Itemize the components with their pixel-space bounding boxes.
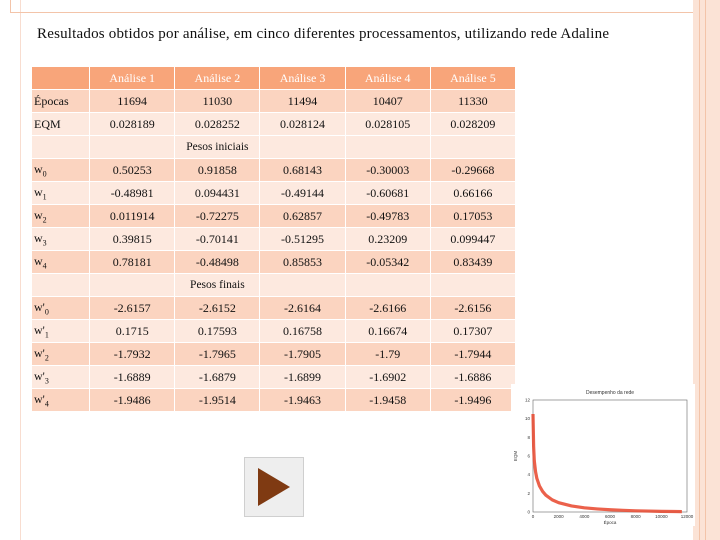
final-weights-section <box>32 274 515 296</box>
weight-index: 4 <box>44 399 49 409</box>
column-header-analise-2: Análise 2 <box>175 67 259 89</box>
value-cell: -0.49144 <box>260 182 344 204</box>
column-header-analise-5: Análise 5 <box>431 67 515 89</box>
weight-row <box>32 182 515 204</box>
summary-row <box>32 90 515 112</box>
value-cell: -0.49783 <box>346 205 430 227</box>
weight-symbol: w <box>34 230 43 245</box>
section-title: Pesos finais <box>175 274 259 296</box>
column-header-analise-3: Análise 3 <box>260 67 344 89</box>
weight-label <box>32 228 89 250</box>
value-cell: -1.6902 <box>346 366 430 388</box>
section-empty-cell <box>260 274 344 296</box>
section-empty-cell <box>90 136 174 158</box>
weight-row <box>32 228 515 250</box>
y-tick-label: 10 <box>524 416 530 422</box>
weight-label <box>32 205 89 227</box>
weight-label <box>32 251 89 273</box>
value-cell: 0.028189 <box>90 113 174 135</box>
x-tick-label: 2000 <box>553 514 564 519</box>
weight-row <box>32 251 515 273</box>
weight-index: 1 <box>44 330 49 340</box>
weight-label <box>32 343 89 365</box>
value-cell: -2.6164 <box>260 297 344 319</box>
weight-index: 1 <box>42 192 47 202</box>
value-cell: 0.17053 <box>431 205 515 227</box>
section-empty-cell <box>346 274 430 296</box>
x-tick-label: 4000 <box>579 514 590 519</box>
value-cell: 11330 <box>431 90 515 112</box>
value-cell: -0.72275 <box>175 205 259 227</box>
value-cell: 11494 <box>260 90 344 112</box>
weight-symbol: w' <box>34 368 45 383</box>
weight-symbol: w <box>34 207 43 222</box>
weight-row <box>32 205 515 227</box>
value-cell: -1.9496 <box>431 389 515 411</box>
value-cell: 0.85853 <box>260 251 344 273</box>
value-cell: -1.9486 <box>90 389 174 411</box>
value-cell: -1.9463 <box>260 389 344 411</box>
value-cell: 0.16758 <box>260 320 344 342</box>
value-cell: -0.48981 <box>90 182 174 204</box>
y-tick-label: 6 <box>527 453 530 459</box>
weight-label <box>32 182 89 204</box>
y-tick-label: 0 <box>527 509 530 515</box>
value-cell: -0.70141 <box>175 228 259 250</box>
value-cell: 0.028105 <box>346 113 430 135</box>
value-cell: -2.6166 <box>346 297 430 319</box>
weight-symbol: w' <box>34 299 45 314</box>
weight-index: 0 <box>42 169 47 179</box>
weight-index: 0 <box>44 307 49 317</box>
weight-index: 2 <box>44 353 49 363</box>
value-cell: 0.17593 <box>175 320 259 342</box>
band-line <box>699 0 700 540</box>
value-cell: 11694 <box>90 90 174 112</box>
weight-index: 3 <box>44 376 49 386</box>
weight-symbol: w' <box>34 322 45 337</box>
weight-label <box>32 320 89 342</box>
error-chart <box>511 384 695 526</box>
value-cell: -1.79 <box>346 343 430 365</box>
section-title: Pesos iniciais <box>175 136 259 158</box>
weight-symbol: w <box>34 253 43 268</box>
value-cell: -1.6886 <box>431 366 515 388</box>
value-cell: -0.05342 <box>346 251 430 273</box>
x-tick-label: 12000 <box>680 514 694 519</box>
weight-label <box>32 159 89 181</box>
value-cell: 0.68143 <box>260 159 344 181</box>
results-table <box>31 66 516 412</box>
value-cell: 0.23209 <box>346 228 430 250</box>
x-axis-label: Época <box>603 520 617 525</box>
section-empty-cell <box>32 274 89 296</box>
weight-index: 2 <box>42 215 47 225</box>
slide-right-band <box>693 0 720 540</box>
y-axis-label: EQM <box>513 450 518 462</box>
weight-label <box>32 366 89 388</box>
value-cell: 0.028124 <box>260 113 344 135</box>
value-cell: -0.48498 <box>175 251 259 273</box>
weight-index: 3 <box>42 238 47 248</box>
value-cell: 0.094431 <box>175 182 259 204</box>
slide-left-border <box>10 0 21 540</box>
play-icon <box>254 466 294 508</box>
section-empty-cell <box>32 136 89 158</box>
weight-row <box>32 343 515 365</box>
value-cell: 0.011914 <box>90 205 174 227</box>
value-cell: -1.7944 <box>431 343 515 365</box>
value-cell: 10407 <box>346 90 430 112</box>
chart-background <box>511 384 695 526</box>
value-cell: 0.1715 <box>90 320 174 342</box>
value-cell: -1.9458 <box>346 389 430 411</box>
value-cell: -0.30003 <box>346 159 430 181</box>
value-cell: -1.6879 <box>175 366 259 388</box>
y-tick-label: 2 <box>527 490 530 496</box>
summary-row <box>32 113 515 135</box>
value-cell: -1.6899 <box>260 366 344 388</box>
band-line <box>705 0 706 540</box>
table-header-row <box>32 67 515 89</box>
value-cell: -1.9514 <box>175 389 259 411</box>
section-empty-cell <box>260 136 344 158</box>
weight-label <box>32 297 89 319</box>
x-tick-label: 0 <box>531 514 535 519</box>
value-cell: 0.39815 <box>90 228 174 250</box>
initial-weights-section <box>32 136 515 158</box>
value-cell: 11030 <box>175 90 259 112</box>
value-cell: -2.6156 <box>431 297 515 319</box>
value-cell: 0.62857 <box>260 205 344 227</box>
weight-symbol: w <box>34 161 43 176</box>
weight-row <box>32 297 515 319</box>
y-tick-label: 8 <box>527 434 530 440</box>
section-empty-cell <box>431 136 515 158</box>
weight-symbol: w' <box>34 345 45 360</box>
value-cell: 0.91858 <box>175 159 259 181</box>
weight-row <box>32 320 515 342</box>
x-tick-label: 10000 <box>655 514 668 519</box>
value-cell: 0.78181 <box>90 251 174 273</box>
section-empty-cell <box>346 136 430 158</box>
column-header-analise-1: Análise 1 <box>90 67 174 89</box>
weight-row <box>32 366 515 388</box>
value-cell: 0.17307 <box>431 320 515 342</box>
x-tick-label: 8000 <box>630 514 641 519</box>
weight-index: 4 <box>42 261 47 271</box>
section-empty-cell <box>90 274 174 296</box>
y-tick-label: 12 <box>524 397 530 403</box>
chart-title: Desempenho da rede <box>585 390 635 396</box>
value-cell: -1.7965 <box>175 343 259 365</box>
row-label: EQM <box>32 113 89 135</box>
section-empty-cell <box>431 274 515 296</box>
value-cell: 0.028209 <box>431 113 515 135</box>
value-cell: 0.16674 <box>346 320 430 342</box>
value-cell: -1.7905 <box>260 343 344 365</box>
weight-row <box>32 389 515 411</box>
header-corner-cell <box>32 67 89 89</box>
value-cell: -2.6152 <box>175 297 259 319</box>
slide-title: Resultados obtidos por análise, em cinco diferentes processamentos, utilizando rede Adaline <box>37 26 610 42</box>
slide-top-border <box>10 0 706 13</box>
value-cell: -1.6889 <box>90 366 174 388</box>
value-cell: 0.66166 <box>431 182 515 204</box>
value-cell: -0.51295 <box>260 228 344 250</box>
y-tick-label: 4 <box>527 472 530 478</box>
value-cell: 0.099447 <box>431 228 515 250</box>
value-cell: -1.7932 <box>90 343 174 365</box>
weight-row <box>32 159 515 181</box>
weight-symbol: w' <box>34 391 45 406</box>
play-button[interactable] <box>244 457 304 517</box>
column-header-analise-4: Análise 4 <box>346 67 430 89</box>
x-tick-label: 6000 <box>604 514 616 519</box>
value-cell: -2.6157 <box>90 297 174 319</box>
value-cell: -0.60681 <box>346 182 430 204</box>
value-cell: 0.50253 <box>90 159 174 181</box>
value-cell: 0.028252 <box>175 113 259 135</box>
row-label: Épocas <box>32 90 89 112</box>
weight-label <box>32 389 89 411</box>
weight-symbol: w <box>34 184 43 199</box>
value-cell: 0.83439 <box>431 251 515 273</box>
value-cell: -0.29668 <box>431 159 515 181</box>
